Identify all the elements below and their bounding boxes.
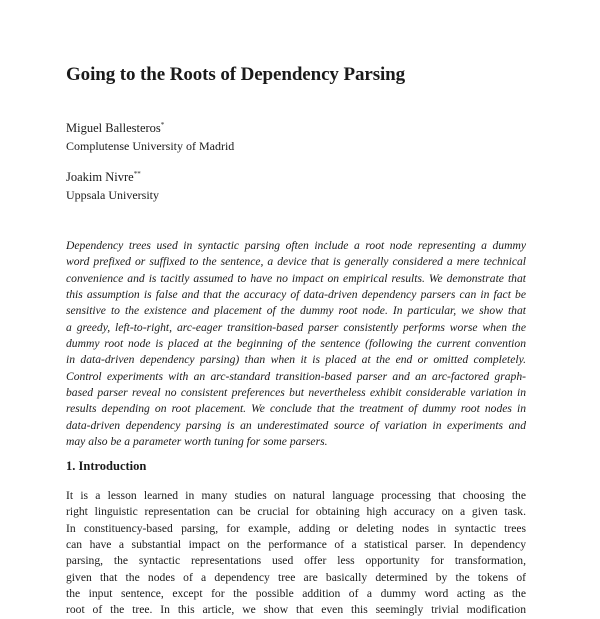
author-affiliation: Complutense University of Madrid [66, 139, 235, 153]
text-line: It is a lesson learned in many studies on natural language processing that choosing the [66, 489, 526, 502]
author-name-text: Joakim Nivre [66, 170, 134, 185]
text-line: root of the tree. In this article, we show that even this seemingly trivial modification [66, 603, 526, 617]
text-line: data-driven dependency parsing is an underestimated source of variation in experiments and [66, 418, 526, 432]
footnote-mark: * [160, 121, 165, 129]
author-affiliation: Uppsala University [66, 188, 159, 202]
text-line: word prefixed or suffixed to the sentence, a device that is generally considered a mere technical [66, 255, 526, 269]
section-heading: 1. Introduction [66, 459, 147, 473]
text-line: parsing, the syntactic representations used offer less opportunity for transformation, [66, 554, 526, 568]
abstract [66, 238, 526, 450]
text-line: a greedy, left-to-right, arc-eager transition-based parser consistently performs worse when the [66, 320, 526, 334]
text-line: sensitive to the existence and placement of the dummy root node. In particular, we show that [66, 304, 526, 318]
paper-title: Going to the Roots of Dependency Parsing [66, 64, 406, 85]
text-line: right linguistic representation can be crucial for obtaining high accuracy on a given task. [66, 505, 526, 519]
footnote-mark: ** [133, 170, 141, 178]
author-name [66, 170, 141, 185]
text-line: In constituency-based parsing, for example, adding or deleting nodes in syntactic trees [66, 521, 526, 535]
introduction-body [66, 488, 526, 619]
text-line: Dependency trees used in syntactic parsing often include a root node representing a dummy [66, 239, 526, 252]
text-line: can have a substantial impact on the performance of a statistical parser. In dependency [66, 538, 526, 552]
text-line: Control experiments with an arc-standard transition-based parser and an arc-factored graph- [66, 369, 526, 383]
text-line: dummy root node is placed at the beginning of the sentence (following the current convention [66, 337, 526, 351]
text-line: results depending on root placement. We conclude that the treatment of dummy root nodes in [66, 402, 526, 416]
text-line: this assumption is false and that the accuracy of data-driven dependency parsers can in fact be [66, 288, 526, 302]
text-line: given that the nodes of a dependency tree are basically determined by the tokens of [66, 570, 526, 584]
text-line: convenience and is tacitly assumed to have no impact on empirical results. We demonstrate that [66, 271, 526, 285]
text-line: may also be a parameter worth tuning for some parsers. [66, 435, 328, 449]
text-line: in data-driven dependency parsing) than when it is placed at the end or omitted completely. [66, 353, 526, 367]
author-name-text: Miguel Ballesteros [66, 121, 161, 136]
text-line: based parser reveal no consistent preferences but nevertheless exhibit considerable variation in [66, 386, 526, 400]
author-name [66, 121, 164, 136]
text-line: the input sentence, except for the possible addition of a dummy word acting as the [66, 587, 526, 601]
